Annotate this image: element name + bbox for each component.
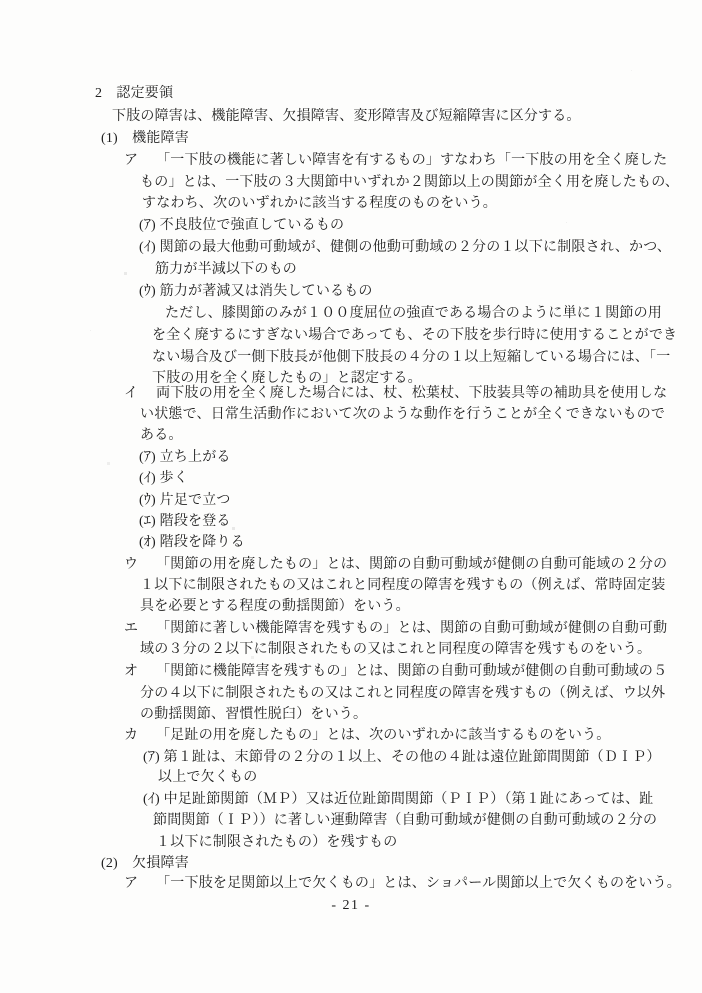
text-line: ただし、膝関節のみが１００度屈位の強直である場合のように単に１関節の用: [165, 306, 662, 321]
text-line: 域の３分の２以下に制限されたもの又はこれと同程度の障害を残すものをいう。: [140, 642, 652, 657]
text-line: １以下に制限されたもの又はこれと同程度の障害を残すもの（例えば、常時固定装: [140, 578, 666, 593]
text-line: 分の４以下に制限されたもの又はこれと同程度の障害を残すもの（例えば、ウ以外: [140, 686, 666, 701]
text-line: オ 「関節に機能障害を残すもの」とは、関節の自動可動域が健側の自動可動域の５: [124, 664, 668, 679]
text-line: 具を必要とする程度の動揺関節）をいう。: [140, 599, 410, 614]
text-line: (ｲ) 関節の最大他動可動域が、健側の他動可動域の２分の１以下に制限され、かつ、: [139, 240, 672, 255]
text-line: ない場合及び一側下肢長が他側下肢長の４分の１以上短縮している場合には、「一: [152, 350, 671, 365]
text-line: 下肢の用を全く廃したもの」と認定する。: [152, 371, 422, 386]
text-line: (ｱ) 立ち上がる: [139, 450, 231, 465]
text-line: (ｲ) 中足趾節関節（ＭＰ）又は近位趾節間関節（ＰＩＰ）（第１趾にあっては、趾: [143, 792, 654, 807]
text-line: ア 「一下肢を足関節以上で欠くもの」とは、ショパール関節以上で欠くものをいう。: [124, 876, 681, 891]
page-number: - 21 -: [331, 898, 371, 913]
text-line: (ｴ) 階段を登る: [139, 514, 231, 529]
text-line: 節間関節（ＩＰ））に著しい運動障害（自動可動域が健側の自動可動域の２分の: [153, 813, 658, 828]
text-line: 2 認定要領: [95, 86, 174, 101]
text-line: (ｳ) 片足で立つ: [139, 493, 231, 508]
text-line: (ｲ) 歩く: [139, 471, 189, 486]
text-line: もの」とは、一下肢の３大関節中いずれか２関節以上の関節が全く用を廃したもの、: [140, 175, 680, 190]
text-line: (ｱ) 不良肢位で強直しているもの: [139, 218, 345, 233]
text-line: イ 両下肢の用を全く廃した場合には、杖、松葉杖、下肢装具等の補助具を使用しな: [124, 386, 668, 401]
text-line: エ 「関節に著しい機能障害を残すもの」とは、関節の自動可動域が健側の自動可動: [124, 621, 668, 636]
text-line: (2) 欠損障害: [101, 856, 189, 871]
text-line: １以下に制限されたもの）を残すもの: [156, 835, 398, 850]
text-line: 下肢の障害は、機能障害、欠損障害、変形障害及び短縮障害に区分する。: [112, 109, 581, 124]
text-line: カ 「足趾の用を廃したもの」とは、次のいずれかに該当するものをいう。: [124, 728, 611, 743]
text-line: (1) 機能障害: [101, 131, 189, 146]
text-line: 以上で欠くもの: [158, 770, 258, 785]
text-line: を全く廃するにすぎない場合であっても、その下肢を歩行時に使用することができ: [152, 328, 678, 343]
text-line: すなわち、次のいずれかに該当する程度のものをいう。: [142, 196, 497, 211]
text-line: 筋力が半減以下のもの: [155, 262, 297, 277]
text-line: (ｳ) 筋力が著減又は消失しているもの: [139, 284, 373, 299]
text-line: の動揺関節、習慣性脱臼）をいう。: [140, 707, 368, 722]
text-line: (ｱ) 第１趾は、末節骨の２分の１以上、その他の４趾は遠位趾節間関節（ＤＩＰ）: [143, 750, 661, 765]
text-line: ウ 「関節の用を廃したもの」とは、関節の自動可動域が健側の自動可能域の２分の: [124, 557, 668, 572]
text-line: ア 「一下肢の機能に著しい障害を有するもの」すなわち「一下肢の用を全く廃した: [124, 153, 668, 168]
text-line: い状態で、日常生活動作において次のような動作を行うことが全くできないもので: [140, 407, 666, 422]
text-line: (ｵ) 階段を降りる: [139, 535, 245, 550]
text-line: ある。: [140, 428, 183, 443]
